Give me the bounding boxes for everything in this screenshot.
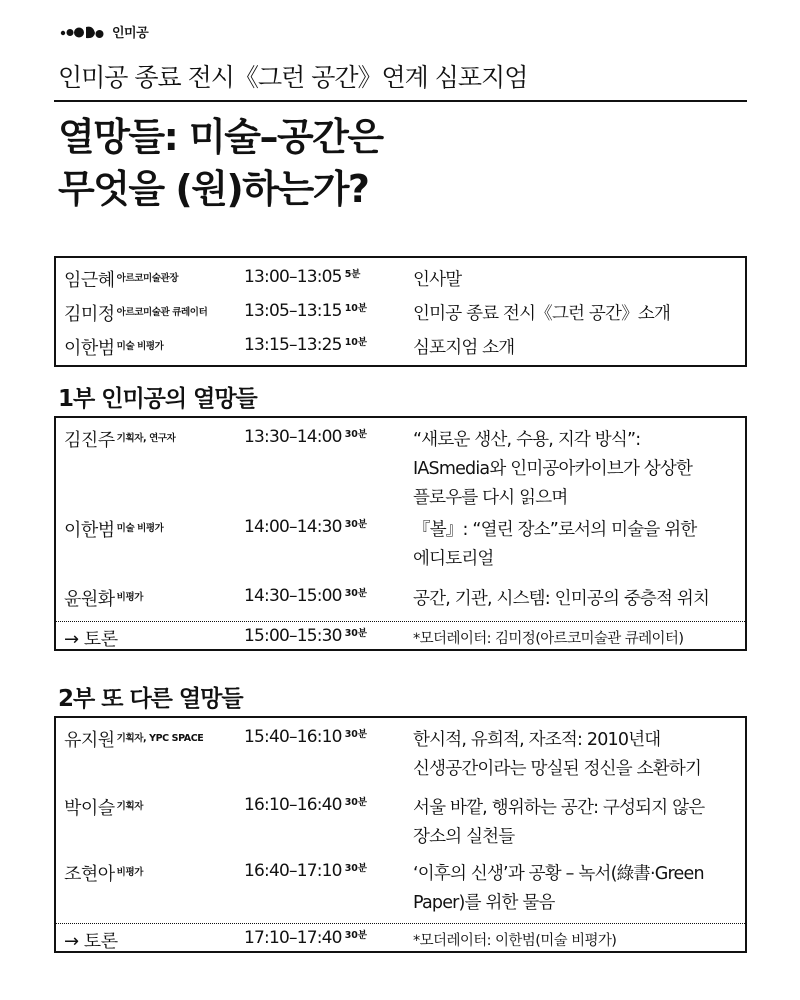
title-line-1: 열망들: 미술–공간은: [58, 115, 383, 159]
speaker-role: 아르코미술관 큐레이터: [116, 307, 208, 318]
logo-mark-icon: [60, 24, 106, 40]
part2-title: 2부 또 다른 열망들: [58, 686, 243, 712]
time-range: 16:40–17:10: [244, 861, 342, 881]
intro-schedule-box: [54, 256, 747, 367]
speaker-role: 기획자, 연구자: [116, 433, 176, 444]
time-range: 13:15–13:25: [244, 335, 342, 355]
duration: 30분: [344, 519, 368, 530]
part1-title: 1부 인미공의 열망들: [58, 386, 257, 412]
time-range: 15:40–16:10: [244, 727, 342, 747]
schedule-row: [56, 266, 749, 296]
speaker-name: 조현아: [64, 864, 115, 885]
duration: 10분: [344, 303, 368, 314]
dotted-divider: [56, 923, 745, 924]
speaker-role: 비평가: [116, 867, 144, 878]
topic: 공간, 기관, 시스템: 인미공의 중층적 위치: [413, 589, 710, 609]
speaker-role: 아르코미술관장: [116, 273, 179, 284]
duration: 30분: [344, 429, 368, 440]
duration: 5분: [344, 269, 361, 280]
speaker-name: 이한범: [64, 520, 115, 541]
duration: 30분: [344, 628, 368, 639]
duration: 30분: [344, 588, 368, 599]
discussion-row: [56, 927, 749, 957]
part2-schedule-box: [54, 716, 747, 953]
logo: [60, 22, 148, 41]
speaker-name: 임근혜: [64, 270, 115, 291]
topic: 『볼』: “열린 장소”로서의 미술을 위한 에디토리얼: [413, 520, 697, 569]
moderator: *모더레이터: 이한범(미술 비평가): [413, 933, 617, 949]
speaker-name: 김미정: [64, 304, 115, 325]
duration: 30분: [344, 729, 368, 740]
topic: 서울 바깥, 행위하는 공간: 구성되지 않은 장소의 실천들: [413, 798, 705, 847]
time-range: 16:10–16:40: [244, 795, 342, 815]
discussion-row: [56, 625, 749, 655]
duration: 10분: [344, 337, 368, 348]
discussion-label: → 토론: [64, 629, 118, 650]
time-range: 13:05–13:15: [244, 301, 342, 321]
time-range: 14:00–14:30: [244, 517, 342, 537]
schedule-row: [56, 794, 749, 847]
time-range: 17:10–17:40: [244, 928, 342, 948]
time-range: 15:00–15:30: [244, 626, 342, 646]
speaker-role: 기획자: [116, 801, 144, 812]
page-title: [58, 111, 383, 215]
schedule-row: [56, 300, 749, 330]
time-range: 13:30–14:00: [244, 427, 342, 447]
dotted-divider: [56, 621, 745, 622]
duration: 30분: [344, 930, 368, 941]
speaker-role: 미술 비평가: [116, 523, 164, 534]
schedule-row: [56, 334, 749, 364]
time-range: 13:00–13:05: [244, 267, 342, 287]
speaker-name: 윤원화: [64, 589, 115, 610]
moderator: *모더레이터: 김미정(아르코미술관 큐레이터): [413, 631, 684, 647]
title-line-2: 무엇을 (원)하는가?: [58, 167, 369, 211]
speaker-name: 박이슬: [64, 798, 115, 819]
speaker-name: 이한범: [64, 338, 115, 359]
topic: 인사말: [413, 270, 462, 290]
schedule-row: [56, 426, 749, 508]
duration: 30분: [344, 797, 368, 808]
speaker-role: 기획자, YPC SPACE: [116, 733, 204, 744]
schedule-row: [56, 585, 749, 615]
duration: 30분: [344, 863, 368, 874]
speaker-role: 비평가: [116, 592, 144, 603]
time-range: 14:30–15:00: [244, 586, 342, 606]
schedule-row: [56, 516, 749, 569]
event-subtitle: 인미공 종료 전시《그런 공간》연계 심포지엄: [58, 63, 528, 92]
header-divider: [54, 100, 747, 102]
schedule-row: [56, 860, 749, 913]
speaker-name: 김진주: [64, 430, 115, 451]
topic: “새로운 생산, 수용, 지각 방식”: IASmedia와 인미공아카이브가 상상한 플로우를 다시 읽으며: [413, 430, 693, 508]
speaker-role: 미술 비평가: [116, 341, 164, 352]
topic: 한시적, 유희적, 자조적: 2010년대 신생공간이라는 망실된 정신을 소환하기: [413, 730, 702, 779]
schedule-row: [56, 726, 749, 779]
speaker-name: 유지원: [64, 730, 115, 751]
logo-name: 인미공: [112, 26, 149, 41]
topic: ‘이후의 신생’과 공황 – 녹서(綠書·Green Paper)를 위한 물음: [413, 864, 704, 913]
topic: 인미공 종료 전시《그런 공간》소개: [413, 304, 671, 324]
part1-schedule-box: [54, 416, 747, 651]
topic: 심포지엄 소개: [413, 338, 515, 358]
discussion-label: → 토론: [64, 931, 118, 952]
